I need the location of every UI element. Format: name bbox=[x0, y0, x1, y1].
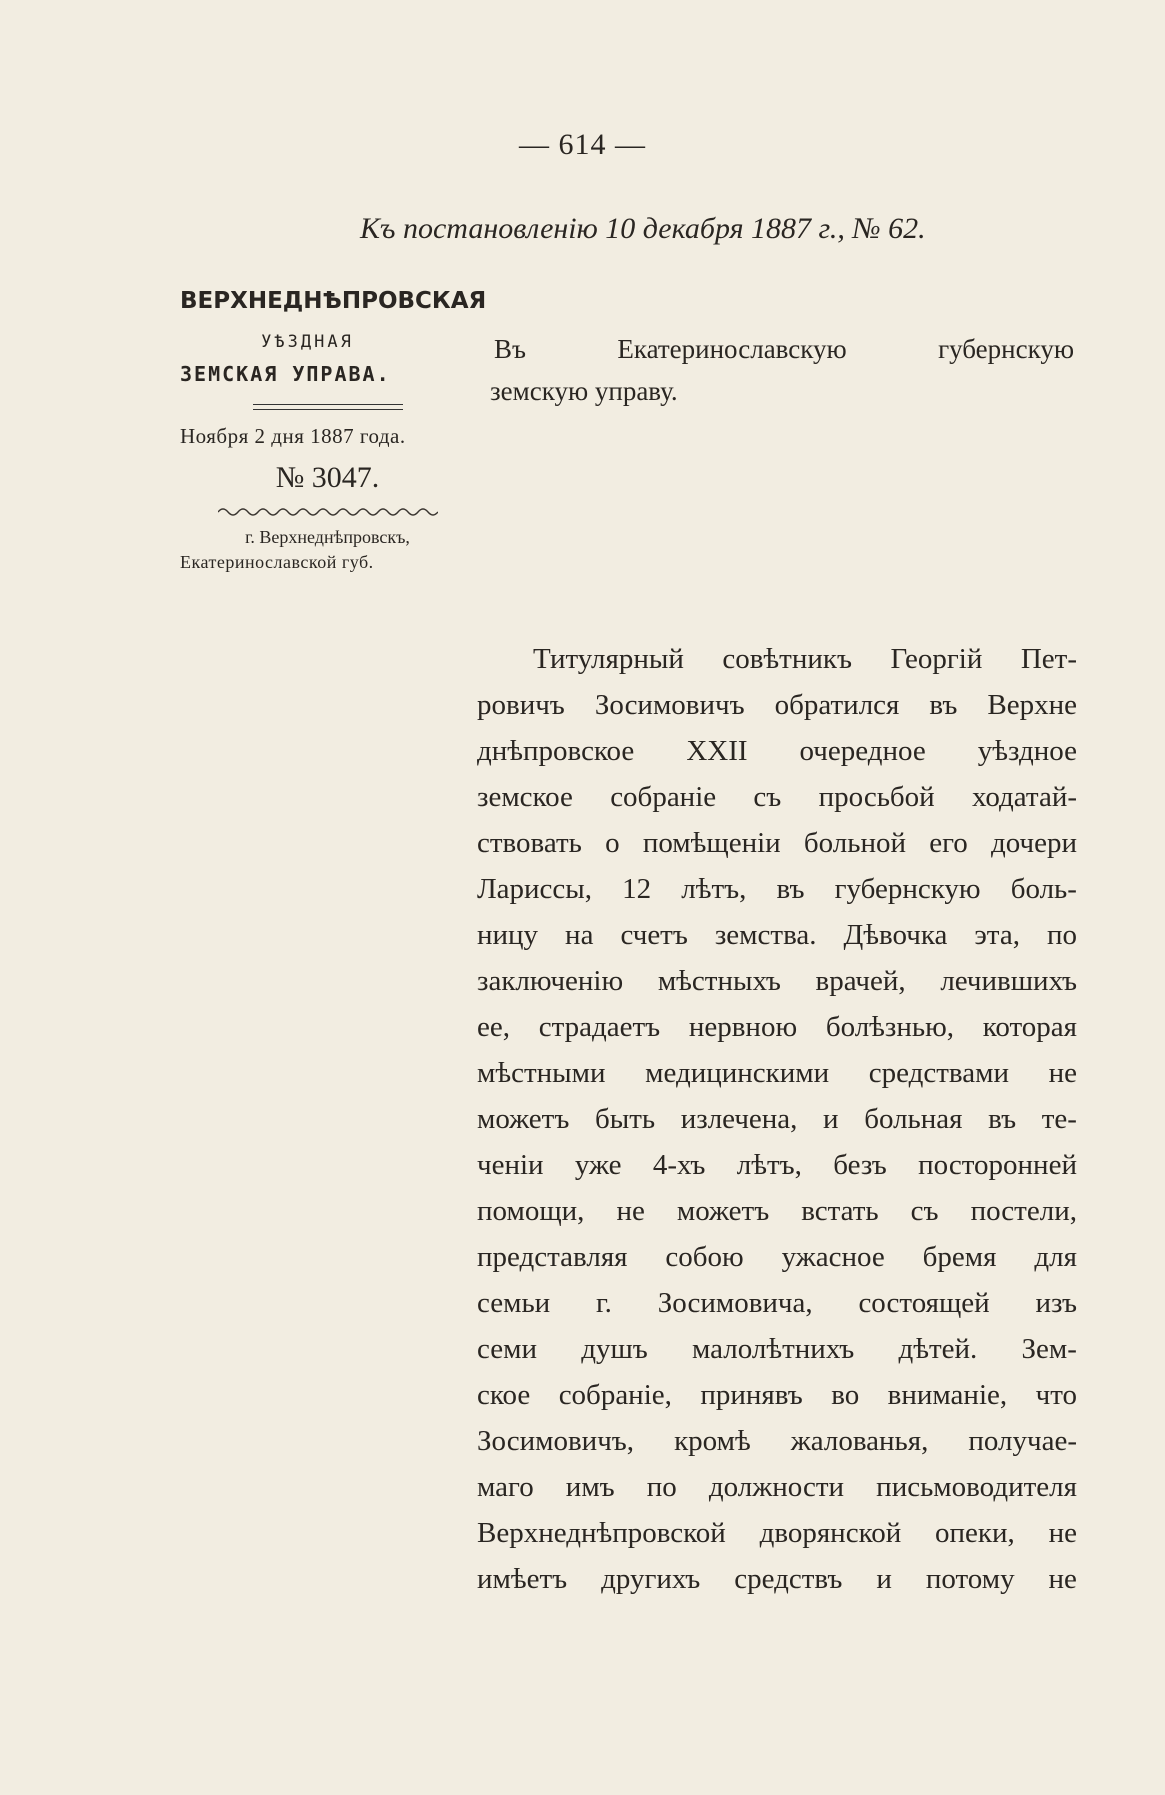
sender-place-line1: г. Верхнеднѣпровскъ, bbox=[245, 527, 410, 547]
body-line: ее, страдаетъ нервною болѣзнью, которая bbox=[477, 1011, 1077, 1043]
body-line: ское собраніе, принявъ во вниманіе, что bbox=[477, 1379, 1077, 1411]
sender-org-line3: ЗЕМСКАЯ УПРАВА. bbox=[180, 362, 391, 386]
addressee-word: Екатеринославскую bbox=[617, 334, 847, 364]
body-line: ницу на счетъ земства. Дѣвочка эта, по bbox=[477, 919, 1077, 951]
body-line: заключенію мѣстныхъ врачей, лечившихъ bbox=[477, 965, 1077, 997]
sender-org-line2: УѢЗДНАЯ bbox=[261, 332, 354, 352]
body-paragraph bbox=[477, 636, 1077, 1602]
body-line: Титулярный совѣтникъ Георгій Пет- bbox=[533, 643, 1077, 675]
body-line: имѣетъ другихъ средствъ и потому не bbox=[477, 1563, 1077, 1595]
body-line: маго имъ по должности письмоводителя bbox=[477, 1471, 1077, 1503]
body-line: ченіи уже 4-хъ лѣтъ, безъ посторонней bbox=[477, 1149, 1077, 1181]
sender-place-line2: Екатеринославской губ. bbox=[180, 552, 374, 572]
addressee-block bbox=[490, 328, 1074, 412]
body-line: днѣпровское XXII очередное уѣздное bbox=[477, 735, 1077, 767]
double-rule-divider bbox=[253, 404, 403, 410]
addressee-line2: земскую управу. bbox=[490, 376, 678, 406]
body-line: Ларисcы, 12 лѣтъ, въ губернскую боль- bbox=[477, 873, 1077, 905]
body-line: представляя собою ужасное бремя для bbox=[477, 1241, 1077, 1273]
body-line: ствовать о помѣщеніи больной его дочери bbox=[477, 827, 1077, 859]
sender-block bbox=[180, 288, 487, 573]
body-line: мѣстными медицинскими средствами не bbox=[477, 1057, 1077, 1089]
body-line: помощи, не можетъ встать съ постели, bbox=[477, 1195, 1077, 1227]
body-line: семи душъ малолѣтнихъ дѣтей. Зем- bbox=[477, 1333, 1077, 1365]
annex-reference: Къ постановленію 10 декабря 1887 г., № 62. bbox=[360, 212, 926, 245]
document-number: № 3047. bbox=[275, 461, 380, 494]
page-number: — 614 — bbox=[519, 128, 646, 161]
body-line: можетъ быть излечена, и больная въ те- bbox=[477, 1103, 1077, 1135]
addressee-word: Въ bbox=[494, 334, 526, 364]
body-line: земское собраніе съ просьбой ходатай- bbox=[477, 781, 1077, 813]
sender-org-line1: ВЕРХНЕДНѢПРОВСКАЯ bbox=[180, 288, 487, 314]
addressee-word: губернскую bbox=[938, 334, 1074, 364]
wavy-rule-divider bbox=[218, 505, 438, 519]
sender-date: Ноября 2 дня 1887 года. bbox=[180, 424, 406, 448]
body-line: ровичъ Зосимовичъ обратился въ Верхне bbox=[477, 689, 1077, 721]
addressee-line1 bbox=[494, 328, 1074, 370]
body-line: Верхнеднѣпровской дворянской опеки, не bbox=[477, 1517, 1077, 1549]
body-line: Зосимовичъ, кромѣ жалованья, получае- bbox=[477, 1425, 1077, 1457]
body-line: семьи г. Зосимовича, состоящей изъ bbox=[477, 1287, 1077, 1319]
